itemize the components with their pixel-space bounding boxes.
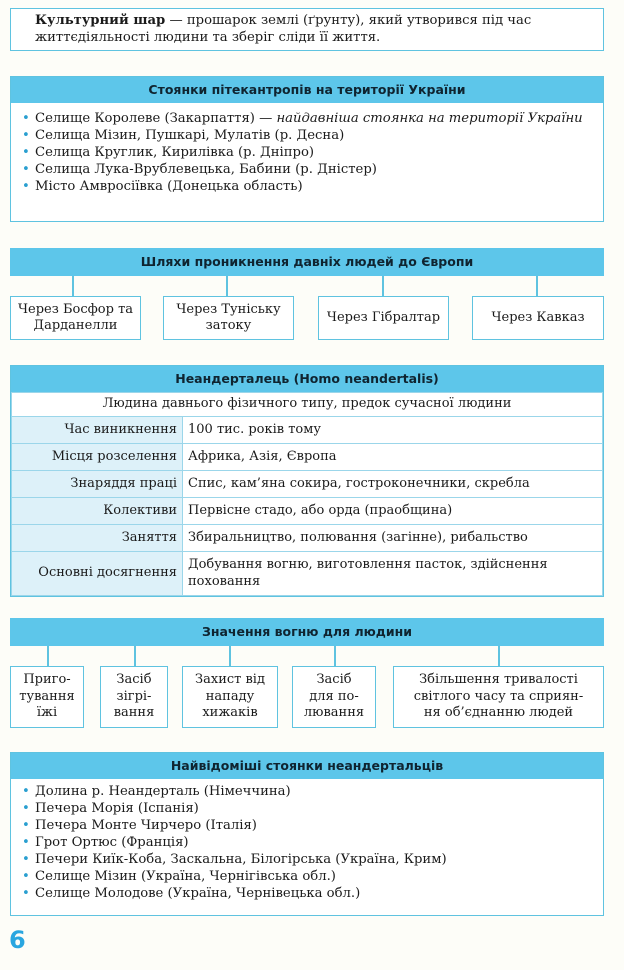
definition-body: — прошарок землі (ґрунту), який утворився під час життєдіяльності людини та зберіг сліди її життя. <box>35 13 532 45</box>
fire-box: Засіб зігрі- вання <box>100 666 168 728</box>
definition-text <box>35 13 593 46</box>
pithecanthropus-title: Стоянки пітекантропів на території України <box>11 77 603 103</box>
list-item: • Селище Мізин (Україна, Чернігівська обл.) <box>21 868 593 885</box>
list-item: • Селище Молодове (Україна, Чернівецька обл.) <box>21 885 593 902</box>
list-item: • Печера Морія (Іспанія) <box>21 800 593 817</box>
list-item: • Печера Монте Чирчеро (Італія) <box>21 817 593 834</box>
sites-section <box>10 752 604 916</box>
sites-title: Найвідоміші стоянки неандертальців <box>11 753 603 779</box>
neanderthal-subtitle: Людина давнього фізичного типу, предок сучасної людини <box>12 393 603 417</box>
list-item: • Селища Лука-Врублевецька, Бабини (р. Дністер) <box>21 161 593 178</box>
page-number: 6 <box>9 926 26 954</box>
fire-box: Захист від нападу хижаків <box>182 666 278 728</box>
list-item: • Долина р. Неандерталь (Німеччина) <box>21 783 593 800</box>
table-row <box>12 393 603 417</box>
list-item: • Печери Киїк-Коба, Заскальна, Білогірська (Україна, Крим) <box>21 851 593 868</box>
neanderthal-section <box>10 365 604 597</box>
fire-box: Приго- тування їжі <box>10 666 84 728</box>
table-row: Час виникнення 100 тис. років тому <box>12 417 603 444</box>
list-item: • Селище Королеве (Закарпаття) — найдавніша стоянка на території України <box>21 110 593 127</box>
table-row: Колективи Первісне стадо, або орда (праобщина) <box>12 498 603 525</box>
sites-list <box>11 779 603 902</box>
route-box: Через Гібралтар <box>318 296 449 340</box>
pithecanthropus-section <box>10 76 604 222</box>
fire-box: Засіб для по- лювання <box>292 666 376 728</box>
routes-title: Шляхи проникнення давніх людей до Європи <box>10 248 604 276</box>
table-row: Заняття Збиральництво, полювання (загінне), рибальство <box>12 525 603 552</box>
fire-box: Збільшення тривалості світлого часу та сприян- ня об’єднанню людей <box>393 666 604 728</box>
route-box: Через Туніську затоку <box>163 296 294 340</box>
neanderthal-title: Неандерталець (Homo neandertalis) <box>11 366 603 392</box>
list-item: • Грот Ортюс (Франція) <box>21 834 593 851</box>
definition-term: Культурний шар <box>35 13 166 28</box>
pithecanthropus-list <box>11 103 603 195</box>
table-row: Знаряддя праці Спис, кам’яна сокира, гостроконечники, скребла <box>12 471 603 498</box>
route-box: Через Кавказ <box>472 296 604 340</box>
list-item: • Селища Мізин, Пушкарі, Мулатів (р. Десна) <box>21 127 593 144</box>
table-row: Місця розселення Африка, Азія, Європа <box>12 444 603 471</box>
definition-box <box>10 8 604 51</box>
list-item: • Селища Круглик, Кирилівка (р. Дніпро) <box>21 144 593 161</box>
table-row: Основні досягнення Добування вогню, виготовлення пасток, здійснення поховання <box>12 552 603 596</box>
neanderthal-table <box>11 392 603 596</box>
fire-title: Значення вогню для людини <box>10 618 604 646</box>
list-item: • Місто Амвросіївка (Донецька область) <box>21 178 593 195</box>
route-box: Через Босфор та Дарданелли <box>10 296 141 340</box>
